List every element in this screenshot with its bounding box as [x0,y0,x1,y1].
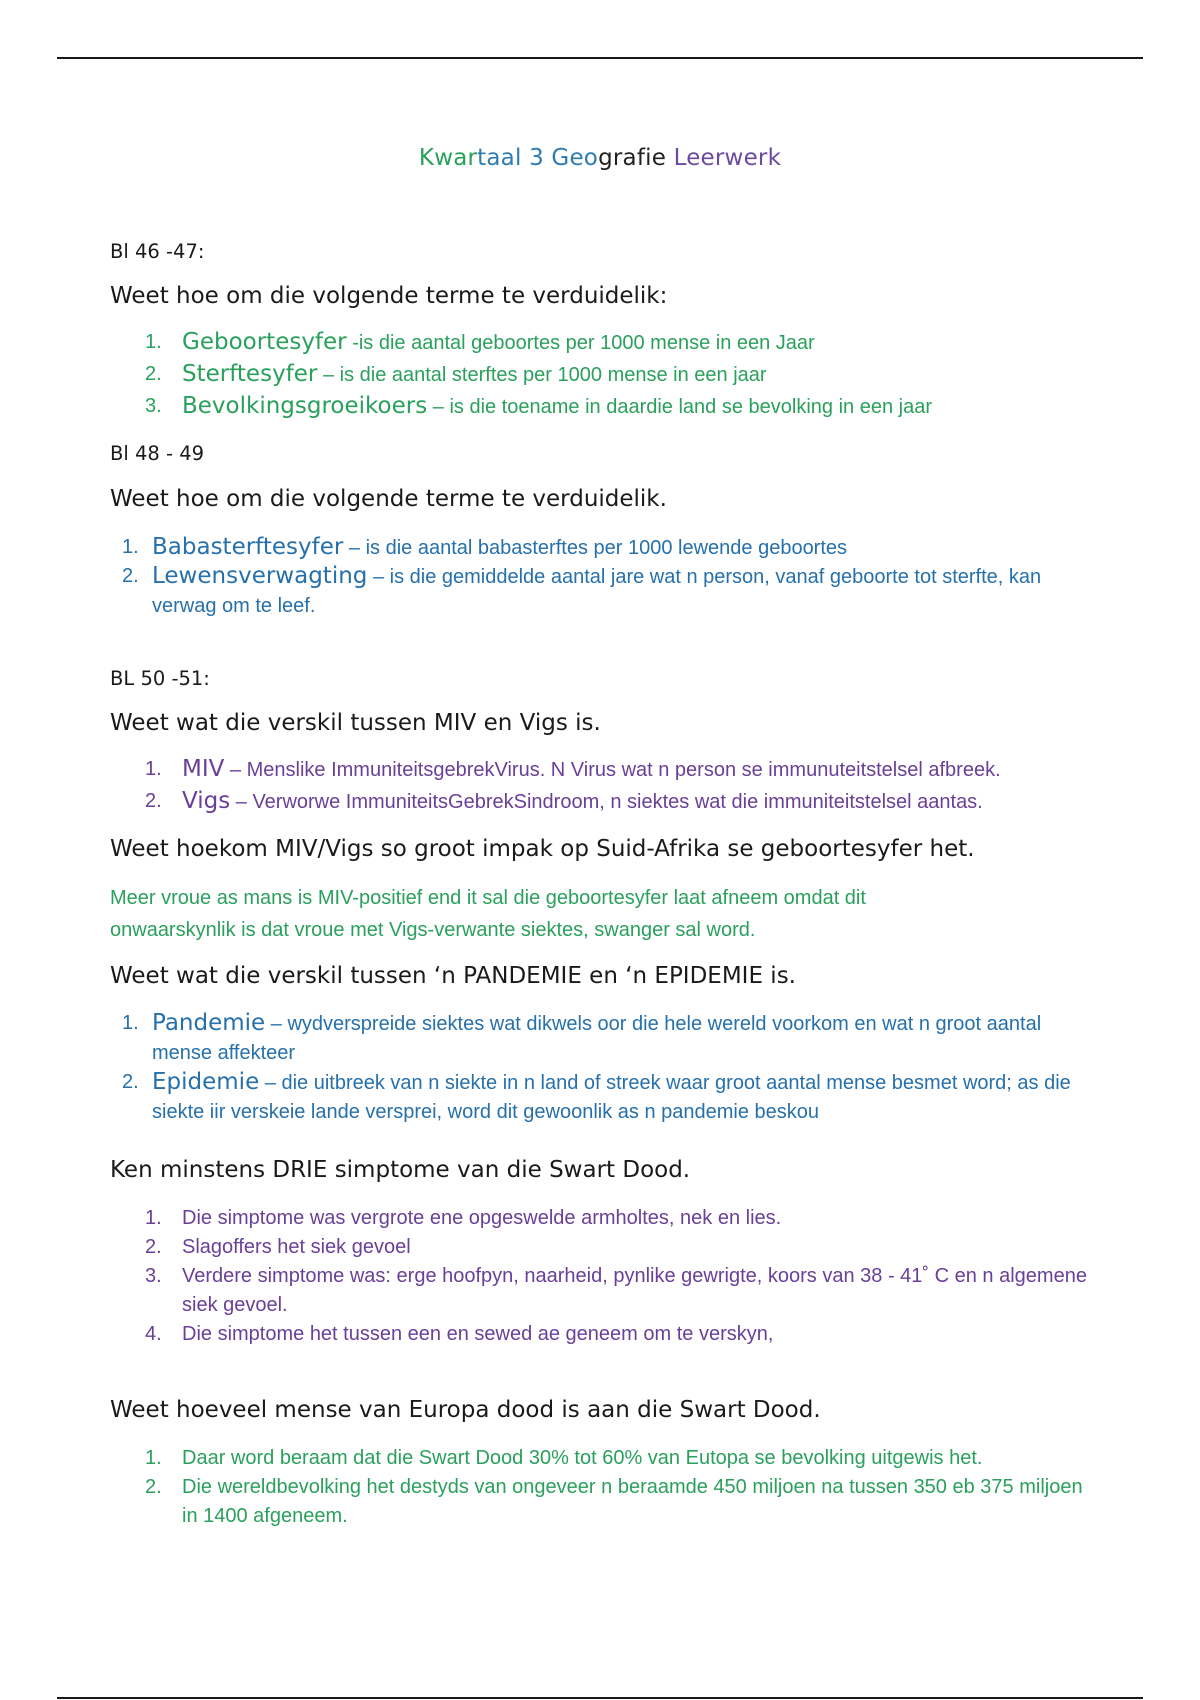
list-item [122,562,1082,621]
item-text: Die simptome het tussen een en sewed ae geneem om te verskyn, [182,1323,774,1345]
list-number: 1. [145,1447,162,1469]
list-number: 1. [145,331,162,353]
list-item [145,1233,1087,1262]
title-part: taal 3 [477,145,552,171]
list-number: 3. [145,395,162,417]
list-number: 1. [145,1207,162,1229]
list-number: 2. [122,565,139,587]
term-list [145,755,1112,819]
answer-paragraph: Meer vroue as mans is MIV-positief end it sal die geboortesyfer laat afneem omdat dit onwaarskynlik is dat vroue met Vigs-verwante siektes, swanger sal word. [110,887,866,941]
term: Epidemie [152,1069,260,1095]
term-list [145,328,1082,424]
list-number: 1. [145,758,162,780]
title-part: Geo [551,145,599,171]
list-item [145,1204,1087,1233]
title-part: Kwar [418,145,478,171]
list-item [145,328,1082,360]
section-heading: Weet hoe om die volgende terme te verduidelik. [110,486,667,512]
term: MIV [182,756,225,782]
fact-list [145,1444,1087,1531]
list-item [145,1473,1087,1531]
item-text: Die wereldbevolking het destyds van ongeveer n beraamde 450 miljoen na tussen 350 eb 375 miljoen in 1400 afgeneem. [182,1476,1083,1527]
list-item [145,360,1082,392]
section-heading: Weet hoekom MIV/Vigs so groot impak op Suid-Afrika se geboortesyfer het. [110,836,975,862]
bottom-rule [57,1697,1143,1699]
section-heading: Weet hoeveel mense van Europa dood is aan die Swart Dood. [110,1397,821,1423]
term: Vigs [182,788,231,814]
section-label: Bl 48 - 49 [110,442,205,465]
section-heading: Weet wat die verskil tussen MIV en Vigs is. [110,710,601,736]
list-number: 2. [145,1476,162,1498]
definition: – is die toename in daardie land se bevolking in een jaar [427,396,932,418]
top-rule [57,57,1143,59]
list-item [145,787,1112,819]
list-number: 1. [122,1012,139,1034]
definition: – is die aantal babasterftes per 1000 lewende geboortes [343,537,848,559]
definition: – die uitbreek van n siekte in n land of streek waar groot aantal mense besmet word; as die siekte iir verskeie lande versprei, word dit gewoonlik as n pandemie beskou [152,1072,1071,1123]
term: Babasterftesyfer [152,534,344,560]
list-number: 2. [145,1236,162,1258]
item-text: Verdere simptome was: erge hoofpyn, naarheid, pynlike gewrigte, koors van 38 - 41˚ C en n algemene siek gevoel. [182,1265,1087,1316]
list-number: 2. [145,790,162,812]
list-number: 2. [145,363,162,385]
list-item [145,1262,1087,1320]
list-number: 1. [122,536,139,558]
list-item [122,533,1082,562]
list-number: 2. [122,1071,139,1093]
item-text: Die simptome was vergrote ene opgeswelde armholtes, nek en lies. [182,1207,782,1229]
section-label: Bl 46 -47: [110,240,205,263]
section-heading: Ken minstens DRIE simptome van die Swart Dood. [110,1157,691,1183]
term: Bevolkingsgroeikoers [182,393,428,419]
symptom-list [145,1204,1087,1349]
term-list [122,1009,1087,1127]
section-label: BL 50 -51: [110,667,210,690]
definition: – is die gemiddelde aantal jare wat n person, vanaf geboorte tot sterfte, kan verwag om te leef. [152,566,1042,617]
title-part: Leerwerk [666,145,782,171]
section-heading: Weet wat die verskil tussen ‘n PANDEMIE en ‘n EPIDEMIE is. [110,963,796,989]
list-item [145,1320,1087,1349]
definition: – Menslike ImmuniteitsgebrekVirus. N Virus wat n person se immunuteitstelsel afbreek. [224,759,1001,781]
section-heading: Weet hoe om die volgende terme te verduidelik: [110,283,668,309]
term: Pandemie [152,1010,266,1036]
definition: – Verworwe ImmuniteitsGebrekSindroom, n siektes wat die immuniteitstelsel aantas. [230,791,983,813]
list-number: 4. [145,1323,162,1345]
list-number: 3. [145,1265,162,1287]
definition: -is die aantal geboortes per 1000 mense in een Jaar [346,332,815,354]
definition: – is die aantal sterftes per 1000 mense in een jaar [317,364,767,386]
definition: – wydverspreide siektes wat dikwels oor die hele wereld voorkom en wat n groot aantal mense affekteer [152,1013,1042,1064]
list-item [122,1068,1087,1127]
list-item [145,1444,1087,1473]
list-item [145,755,1112,787]
title-part: grafie [598,145,667,171]
item-text: Daar word beraam dat die Swart Dood 30% tot 60% van Eutopa se bevolking uitgewis het. [182,1447,983,1469]
item-text: Slagoffers het siek gevoel [182,1236,411,1258]
page-title [0,145,1200,171]
list-item [122,1009,1087,1068]
list-item [145,392,1082,424]
term: Lewensverwagting [152,563,368,589]
term: Sterftesyfer [182,361,318,387]
term: Geboortesyfer [182,329,347,355]
term-list [122,533,1082,621]
